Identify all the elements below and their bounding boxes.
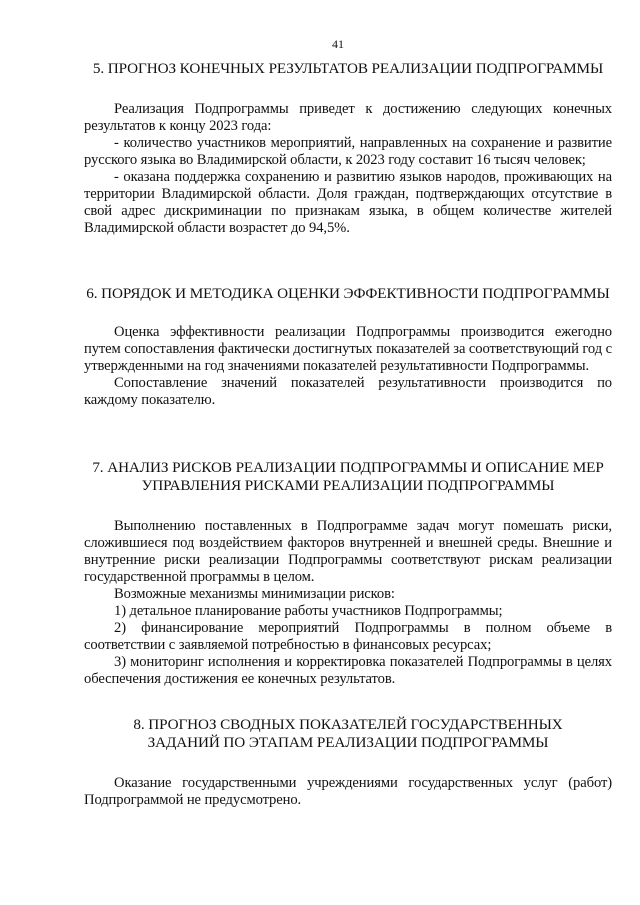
paragraph: Оказание государственными учреждениями государственных услуг (работ) Подпрограммой не предусмотрено. (84, 775, 612, 808)
list-item: 3) мониторинг исполнения и корректировка показателей Подпрограммы в целях обеспечения достижения ее конечных результатов. (84, 654, 612, 687)
section-8-heading (84, 716, 612, 752)
page-number: 41 (332, 37, 344, 51)
paragraph: Оценка эффективности реализации Подпрограммы производится ежегодно путем сопоставления фактически достигнутых показателей за соответствующий год с утвержденными на год значениями показателей результативности Подпрограммы. (84, 324, 612, 374)
section-7-heading (84, 459, 612, 495)
list-item: - оказана поддержка сохранению и развитию языков народов, проживающих на территории Владимирской области. Доля граждан, подтверждающих отсутствие в свой адрес дискриминации по признакам языка, в общем количестве жителей Владимирской области возрастет до 94,5%. (84, 169, 612, 236)
section-7-body (84, 518, 612, 688)
list-item: 1) детальное планирование работы участников Подпрограммы; (114, 603, 503, 619)
section-7-heading-line-2: УПРАВЛЕНИЯ РИСКАМИ РЕАЛИЗАЦИИ ПОДПРОГРАММЫ (141, 477, 555, 494)
section-5-body (84, 101, 612, 237)
paragraph: Возможные механизмы минимизации рисков: (114, 586, 395, 602)
section-7-heading-line-1: 7. АНАЛИЗ РИСКОВ РЕАЛИЗАЦИИ ПОДПРОГРАММЫ И ОПИСАНИЕ МЕР (92, 459, 604, 476)
list-item: 2) финансирование мероприятий Подпрограммы в полном объеме в соответствии с заявляемой потребностью в финансовых ресурсах; (84, 620, 612, 653)
paragraph: Выполнению поставленных в Подпрограмме задач могут помешать риски, сложившиеся под воздействием факторов внутренней и внешней среды. Внешние и внутренние риски реализации Подпрограммы соответствуют рискам реализации государственной программы в целом. (84, 518, 612, 585)
section-6-heading: 6. ПОРЯДОК И МЕТОДИКА ОЦЕНКИ ЭФФЕКТИВНОСТИ ПОДПРОГРАММЫ (86, 285, 610, 302)
section-8-body (84, 775, 612, 809)
paragraph: Реализация Подпрограммы приведет к достижению следующих конечных результатов к концу 2023 года: (84, 101, 612, 134)
section-6-body (84, 324, 612, 409)
section-8-heading-line-2: ЗАДАНИЙ ПО ЭТАПАМ РЕАЛИЗАЦИИ ПОДПРОГРАММЫ (147, 734, 549, 751)
paragraph: Сопоставление значений показателей результативности производится по каждому показателю. (84, 375, 612, 408)
section-8-heading-line-1: 8. ПРОГНОЗ СВОДНЫХ ПОКАЗАТЕЛЕЙ ГОСУДАРСТВЕННЫХ (133, 716, 563, 733)
section-5-heading: 5. ПРОГНОЗ КОНЕЧНЫХ РЕЗУЛЬТАТОВ РЕАЛИЗАЦИИ ПОДПРОГРАММЫ (92, 60, 604, 77)
list-item: - количество участников мероприятий, направленных на сохранение и развитие русского языка во Владимирской области, к 2023 году составит 16 тысяч человек; (84, 135, 612, 168)
